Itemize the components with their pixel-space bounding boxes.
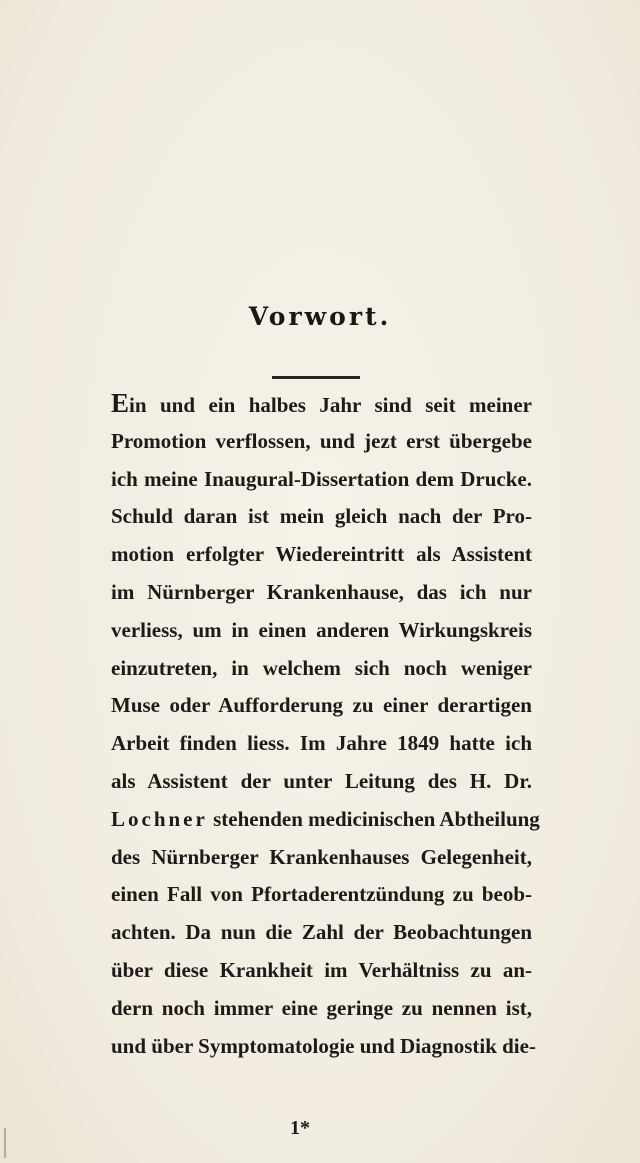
text-line: einen Fall von Pfortaderentzündung zu beob- [111, 882, 532, 907]
text-line: einzutreten, in welchem sich noch weniger [111, 655, 532, 680]
text-line: Arbeit finden liess. Im Jahre 1849 hatte ich [111, 731, 532, 756]
text-line: und über Symptomatologie und Diagnostik die- [111, 1033, 536, 1058]
text-line: ich meine Inaugural-Dissertation dem Drucke. [111, 466, 532, 491]
text-line: Promotion verflossen, und jezt erst übergebe [111, 428, 532, 453]
text-line: als Assistent der unter Leitung des H. Dr. [111, 768, 532, 793]
text-line: Schuld daran ist mein gleich nach der Pro- [111, 504, 532, 529]
initial-letter: E [111, 388, 130, 418]
text-line: über diese Krankheit im Verhältniss zu an- [111, 957, 532, 982]
text-line: Muse oder Aufforderung zu einer derartigen [111, 693, 532, 718]
text-line: im Nürnberger Krankenhause, das ich nur [111, 579, 532, 604]
text-line: Lochner stehenden medicinischen Abtheilung [111, 806, 540, 831]
heading-rule [272, 376, 360, 379]
text-line: verliess, um in einen anderen Wirkungskreis [111, 617, 532, 642]
page-edge-mark [4, 1128, 6, 1158]
text-line: motion erfolgter Wiedereintritt als Assistent [111, 542, 532, 567]
page-heading: Vorwort. [248, 302, 392, 331]
signature-mark: 1* [290, 1117, 310, 1139]
text-line: des Nürnberger Krankenhauses Gelegenheit, [111, 844, 532, 869]
person-name: Lochner [111, 806, 208, 831]
text-line: Ein und ein halbes Jahr sind seit meiner [111, 388, 532, 418]
text-line: dern noch immer eine geringe zu nennen ist, [111, 995, 532, 1020]
text-line: achten. Da nun die Zahl der Beobachtungen [111, 920, 532, 945]
body-paragraph [111, 385, 540, 1065]
